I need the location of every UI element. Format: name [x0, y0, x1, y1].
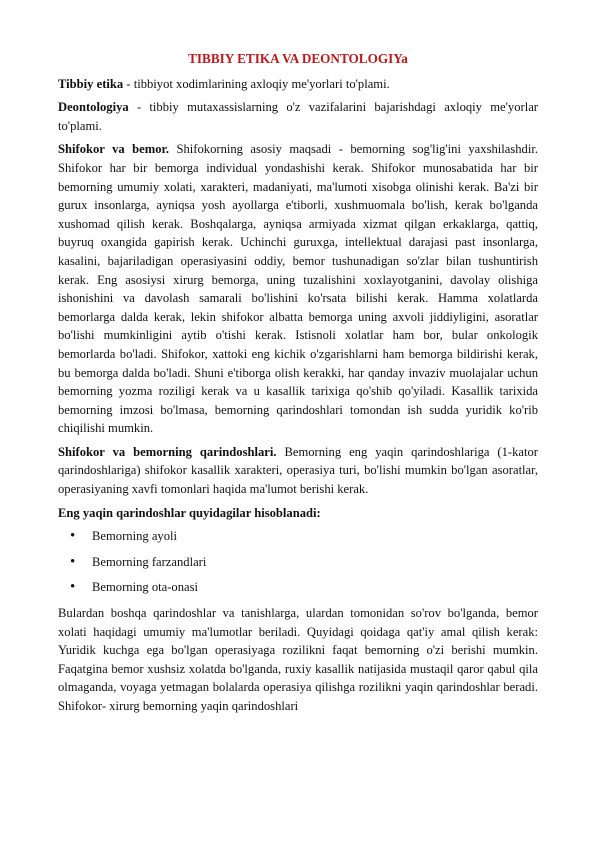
list-item: • Bemorning ota-onasi: [92, 578, 538, 597]
document-title: TIBBIY ETIKA VA DEONTOLOGIYa: [188, 51, 408, 66]
paragraph-tibbiy-etika: [58, 75, 538, 94]
text-qarindoshlar: Bemorning eng yaqin qarindoshlariga (1-kator qarindoshlariga) shifokor kasallik xarakteri, operasiya turi, bo'lishi mumkin bo'lgan asoratlar, operasiyaning xavfi tomonlari haqida ma'lumot berishi kerak.: [58, 444, 538, 497]
list-heading: Eng yaqin qarindoshlar quyidagilar hisoblanadi:: [58, 505, 321, 520]
term-tibbiy-etika: Tibbiy etika: [58, 76, 124, 91]
definition-tibbiy-etika: - tibbiyot xodimlarining axloqiy me'yorlari to'plami.: [123, 76, 390, 91]
definition-deontologiya: - tibbiy mutaxassislarning o'z vazifalarini bajarishdagi axloqiy me'yorlar to'plami.: [58, 100, 538, 133]
list-item: • Bemorning ayoli: [92, 527, 538, 546]
relatives-list: [58, 527, 538, 597]
paragraph-rozilik: Bulardan boshqa qarindoshlar va tanishlarga, ulardan tomonidan so'rov bo'lganda, bemor xolati haqidagi umumiy ma'lumotlar beriladi. Quyidagi qoidaga qat'iy amal qilish kerak: Yuridik kuchga ega bo'lgan operasiyaga rozilikni faqat bemorning o'zi berishi mumkin. Faqatgina bemor xushsiz xolatda bo'lganda, ruxiy kasallik natijasida mustaqil qaror qabul qila olmaganda, voyaga yetmagan bolalarda operasiya qilishga rozilikni yaqin qarindoshlar beradi. Shifokor- xirurg bemorning yaqin qarindoshlari: [58, 606, 538, 713]
paragraph-deontologiya: [58, 98, 538, 135]
text-shifokor-bemor: Shifokorning asosiy maqsadi - bemorning sog'lig'ini yaxshilashdir. Shifokor har bir bemorga individual yondashishi kerak. Shifokor munosabatida har bir bemorning umumiy xolati, xarakteri, madaniyati, ma'lumoti xisobga olinishi kerak. Ba'zi bir gurux insonlarga, ayniqsa yosh ayollarga e'tiborli, xushmuomala bo'lish, kerak bo'lganda xushomad qilish kerak. Boshqalarga, ayniqsa armiyada xizmat qilgan erkaklarga, qattiq, buyruq oxangida gapirish kerak. Uchinchi guruxga, intellektual darajasi past insonlarga, kasalini, bajariladigan operasiyasini oddiy, bemor tushunadigan so'zlar bilan tushuntirish kerak. Eng asosiysi xirurg bemorga, uning tuzalishini xoxlayotganini, davolay olishiga ishonishini va davolash samarali bo'lishini ko'rsata bilishi kerak. Hamma xolatlarda bemorlarga dalda kerak, lekin shifokor albatta bemorga uning axvoli jiddiyligini, asoratlar bo'lishi mumkinligini aytib o'tishi kerak. Istisnoli xolatlar ham bor, bular onkologik bemorlarda bo'ladi. Shifokor, xattoki eng kichik o'zgarishlarni ham bemorga bildirishi kerak, bu bemorga dalda bo'ladi. Shuni e'tiborga olish kerakki, har qanday invaziv muolajalar uchun bemorning yozma roziligi kerak va u kasallik tarixiga qo'shib qo'yiladi. Kasallik tarixida bemorning imzosi bo'lmasa, bemorning qarindoshlari tomondan ish sudda yuridik ko'rib chiqilishi mumkin.: [58, 142, 538, 436]
list-item: • Bemorning farzandlari: [92, 553, 538, 572]
paragraph-qarindoshlar: [58, 443, 538, 499]
paragraph-shifokor-bemor: [58, 140, 538, 438]
heading-qarindoshlar: Shifokor va bemorning qarindoshlari.: [58, 444, 277, 459]
term-deontologiya: Deontologiya: [58, 100, 129, 115]
heading-shifokor-bemor: Shifokor va bemor.: [58, 142, 170, 157]
paragraph-list-heading: [58, 504, 538, 523]
